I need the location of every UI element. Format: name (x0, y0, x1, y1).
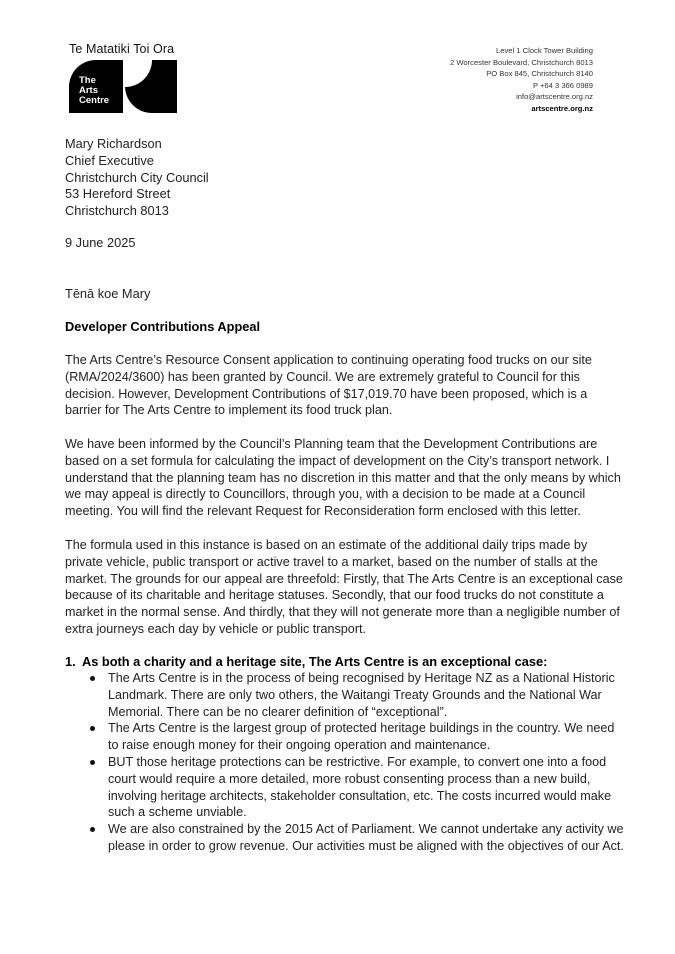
arts-centre-logo (69, 60, 177, 113)
website: artscentre.org.nz (531, 103, 593, 113)
list-item (82, 720, 627, 754)
subject-heading: Developer Contributions Appeal (65, 319, 261, 334)
list-item (82, 821, 627, 855)
list-item (82, 754, 627, 821)
bullet-icon (90, 760, 95, 765)
list-item-text: The Arts Centre is the largest group of protected heritage buildings in the country. We need to raise enough money for their ongoing operation and maintenance. (108, 721, 615, 753)
bullet-icon (90, 726, 95, 731)
list-item (82, 670, 627, 720)
recipient-street: 53 Hereford Street (65, 186, 171, 202)
logo-left-block (69, 60, 123, 113)
brand-name: Te Matatiki Toi Ora (69, 42, 175, 56)
bullet-icon (90, 827, 95, 832)
logo-text-line: Arts (79, 85, 99, 96)
list-item-text: We are also constrained by the 2015 Act of Parliament. We cannot undertake any activity we please in order to grow revenue. Our activities must be aligned with the objectives of our Act. (108, 822, 624, 853)
body-paragraph: The Arts Centre’s Resource Consent application to continuing operating food trucks on our site (RMA/2024/3600) has been granted by Council. We are extremely grateful to Council for this decision. However, Development Contributions of $17,019.70 have been proposed, which is a barrier for The Arts Centre to implement its food truck plan. (65, 353, 592, 418)
letter-date: 9 June 2025 (65, 235, 136, 250)
body-paragraph: The formula used in this instance is based on an estimate of the additional daily trips made by private vehicle, public transport or active travel to a market, based on the number of stalls at the market. The grounds for our appeal are threefold: Firstly, that The Arts Centre is an exceptional case because of its charitable and heritage statuses. Secondly, that our food trucks do not constitute a market in the normal sense. And thirdly, that they will not generate more than a negligible number of extra journeys each day by vehicle or public transport. (65, 538, 623, 636)
list-item-text: The Arts Centre is in the process of being recognised by Heritage NZ as a National Historic Landmark. There are only two others, the Waitangi Treaty Grounds and the National War Memorial. There can be no clearer definition of “exceptional”. (108, 671, 615, 719)
recipient-title: Chief Executive (65, 152, 154, 168)
address-line: 2 Worcester Boulevard, Christchurch 8013 (450, 57, 593, 67)
phone-number: P +64 3 366 0989 (532, 80, 593, 90)
recipient-block (65, 136, 209, 220)
logo-text-line: Centre (79, 95, 110, 106)
sender-address (450, 45, 593, 115)
recipient-city: Christchurch 8013 (65, 203, 169, 219)
logo-notch (125, 60, 152, 87)
address-line: PO Box 845, Christchurch 8140 (486, 69, 593, 79)
bullet-list (82, 670, 627, 855)
section-heading (65, 654, 547, 669)
list-item-text: BUT those heritage protections can be restrictive. For example, to convert one into a food court would require a more detailed, more robust consenting process than a new build, involving heritage architects, stakeholder consultation, etc. The costs incurred would make such a scheme unviable. (108, 754, 612, 820)
recipient-name: Mary Richardson (65, 136, 162, 151)
body-paragraph: We have been informed by the Council’s Planning team that the Development Contributions are based on a set formula for calculating the impact of development on the City’s transport network. I understand that the planning team has no discretion in this matter and that the only means by which we may appeal is directly to Councillors, through you, with a decision to be made at a Council meeting. You will find the relevant Request for Reconsideration form enclosed with this letter. (65, 437, 621, 519)
logo-text-line: The (79, 75, 96, 86)
bullet-icon (90, 676, 95, 681)
logo-right-block (125, 60, 177, 113)
email-address: info@artscentre.org.nz (516, 92, 593, 102)
section-number: 1. (65, 654, 76, 669)
recipient-organisation: Christchurch City Council (65, 169, 209, 185)
address-line: Level 1 Clock Tower Building (496, 46, 593, 55)
salutation: Tēnā koe Mary (65, 286, 151, 301)
section-heading-text: As both a charity and a heritage site, The Arts Centre is an exceptional case: (82, 654, 548, 669)
